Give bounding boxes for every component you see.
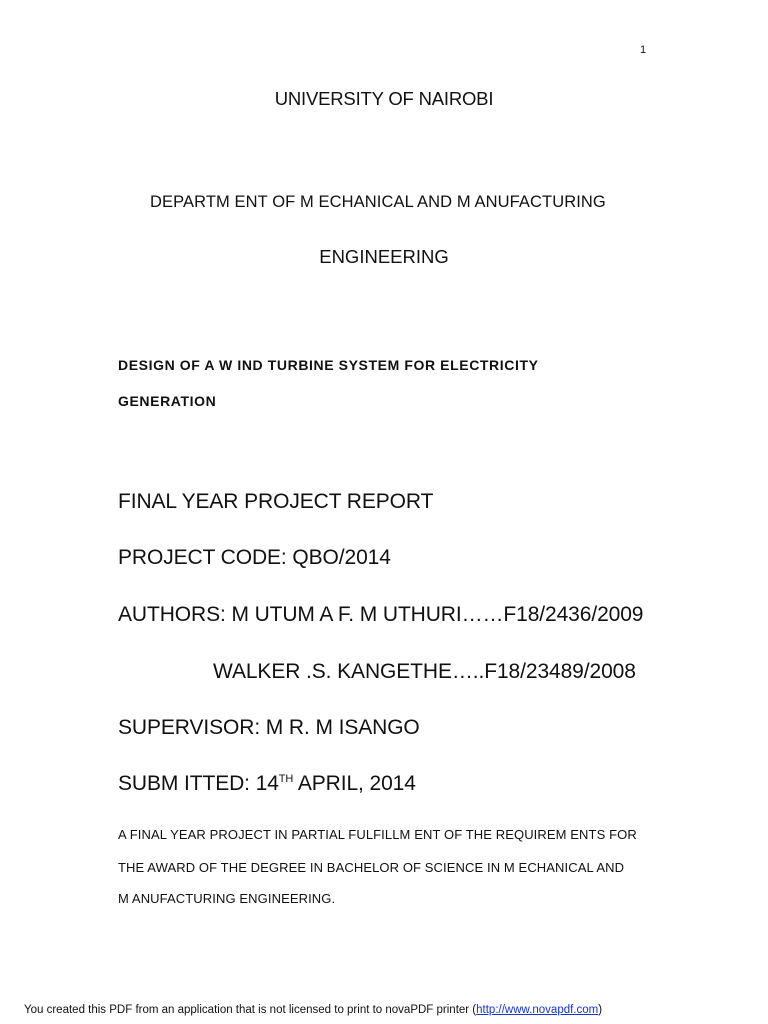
footer-notice	[24, 1004, 602, 1016]
authors-line-1: AUTHORS: M UTUM A F. M UTHURI……F18/2436/2009	[118, 603, 644, 626]
statement-line-3: M ANUFACTURING ENGINEERING.	[118, 891, 336, 906]
university-name: UNIVERSITY OF NAIROBI	[274, 88, 494, 109]
project-code: PROJECT CODE: QBO/2014	[118, 546, 391, 569]
submitted-superscript: TH	[278, 773, 294, 785]
department-line-2: ENGINEERING	[319, 246, 449, 267]
department-line-1: DEPARTM ENT OF M ECHANICAL AND M ANUFACTURING	[150, 193, 606, 211]
project-title-line-2: GENERATION	[118, 393, 217, 409]
page-number: 1	[640, 44, 647, 56]
submitted-date	[118, 772, 416, 796]
project-title-line-1: DESIGN OF A W IND TURBINE SYSTEM FOR ELECTRICITY	[118, 357, 539, 373]
report-type: FINAL YEAR PROJECT REPORT	[118, 490, 434, 513]
footer-text-end: )	[598, 1004, 603, 1016]
supervisor: SUPERVISOR: M R. M ISANGO	[118, 716, 420, 739]
statement-line-1: A FINAL YEAR PROJECT IN PARTIAL FULFILLM ENT OF THE REQUIREM ENTS FOR	[118, 827, 637, 842]
authors-line-2: WALKER .S. KANGETHE…..F18/23489/2008	[213, 660, 636, 683]
footer-text: You created this PDF from an application that is not licensed to print to novaPDF printer (	[24, 1004, 477, 1016]
submitted-suffix: APRIL, 2014	[293, 772, 416, 795]
novapdf-link[interactable]: http://www.novapdf.com	[476, 1004, 599, 1016]
statement-line-2: THE AWARD OF THE DEGREE IN BACHELOR OF SCIENCE IN M ECHANICAL AND	[118, 860, 625, 875]
submitted-prefix: SUBM ITTED: 14	[118, 772, 279, 795]
